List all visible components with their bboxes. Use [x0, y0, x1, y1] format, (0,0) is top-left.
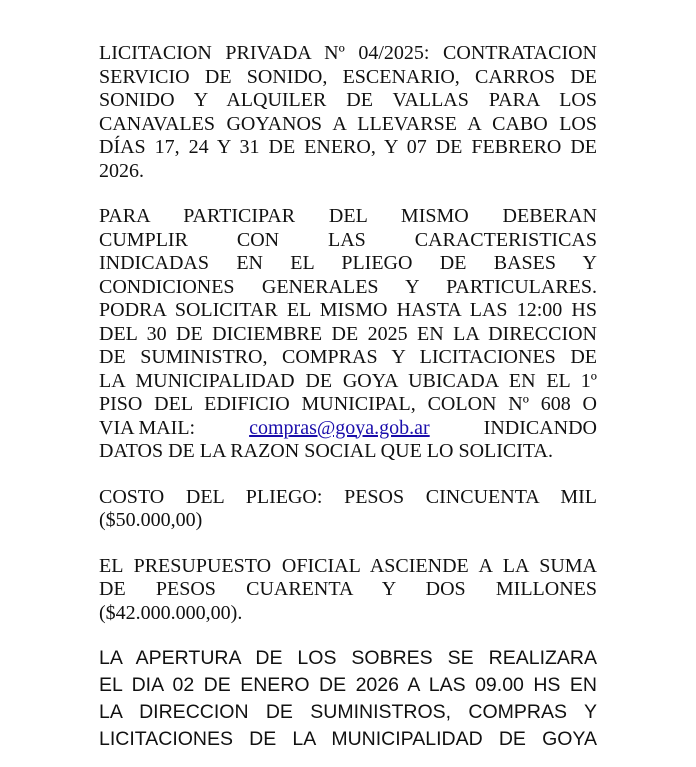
- mail-prefix: VIA MAIL:: [99, 416, 196, 439]
- opening-paragraph: [99, 645, 597, 753]
- cost-paragraph: [99, 486, 597, 533]
- text-line: CONDICIONES GENERALES Y PARTICULARES.: [99, 275, 597, 298]
- mail-line: [99, 417, 597, 441]
- text-line: 2026.: [99, 159, 144, 182]
- text-line: LA DIRECCION DE SUMINISTROS, COMPRAS Y: [99, 701, 597, 723]
- text-line: ($42.000.000,00).: [99, 601, 243, 624]
- text-line: DÍAS 17, 24 Y 31 DE ENERO, Y 07 DE FEBRERO DE: [99, 136, 597, 158]
- budget-paragraph: [99, 555, 597, 626]
- text-line: LA APERTURA DE LOS SOBRES SE REALIZARA: [99, 647, 597, 669]
- text-line: ($50.000,00): [99, 509, 203, 531]
- document-body: [99, 42, 597, 753]
- text-line: LA MUNICIPALIDAD DE GOYA UBICADA EN EL 1º: [99, 369, 597, 392]
- text-line: PARA PARTICIPAR DEL MISMO DEBERAN: [99, 205, 597, 227]
- text-line: CANAVALES GOYANOS A LLEVARSE A CABO LOS: [99, 112, 597, 135]
- text-line: SONIDO Y ALQUILER DE VALLAS PARA LOS: [99, 89, 597, 111]
- participation-paragraph: [99, 205, 597, 464]
- email-link[interactable]: compras@goya.gob.ar: [249, 416, 430, 439]
- text-line: EL PRESUPUESTO OFICIAL ASCIENDE A LA SUMA: [99, 554, 597, 577]
- text-line: LICITACION PRIVADA Nº 04/2025: CONTRATACION: [99, 42, 597, 64]
- text-line: COSTO DEL PLIEGO: PESOS CINCUENTA MIL: [99, 485, 597, 508]
- text-line: DE PESOS CUARENTA Y DOS MILLONES: [99, 578, 597, 600]
- text-line: CUMPLIR CON LAS CARACTERISTICAS: [99, 228, 597, 251]
- tender-title-paragraph: [99, 42, 597, 183]
- text-line: DE SUMINISTRO, COMPRAS Y LICITACIONES DE: [99, 346, 597, 368]
- text-line: PISO DEL EDIFICIO MUNICIPAL, COLON Nº 608 O: [99, 393, 597, 415]
- text-line: DATOS DE LA RAZON SOCIAL QUE LO SOLICITA.: [99, 440, 553, 462]
- text-line: SERVICIO DE SONIDO, ESCENARIO, CARROS DE: [99, 65, 597, 88]
- mail-suffix: INDICANDO: [483, 416, 597, 439]
- text-line: LICITACIONES DE LA MUNICIPALIDAD DE GOYA: [99, 728, 597, 750]
- text-line: DEL 30 DE DICIEMBRE DE 2025 EN LA DIRECCION: [99, 322, 597, 345]
- text-line: PODRA SOLICITAR EL MISMO HASTA LAS 12:00 HS: [99, 299, 597, 321]
- text-line: INDICADAS EN EL PLIEGO DE BASES Y: [99, 252, 597, 274]
- text-line: EL DIA 02 DE ENERO DE 2026 A LAS 09.00 HS EN: [99, 674, 597, 696]
